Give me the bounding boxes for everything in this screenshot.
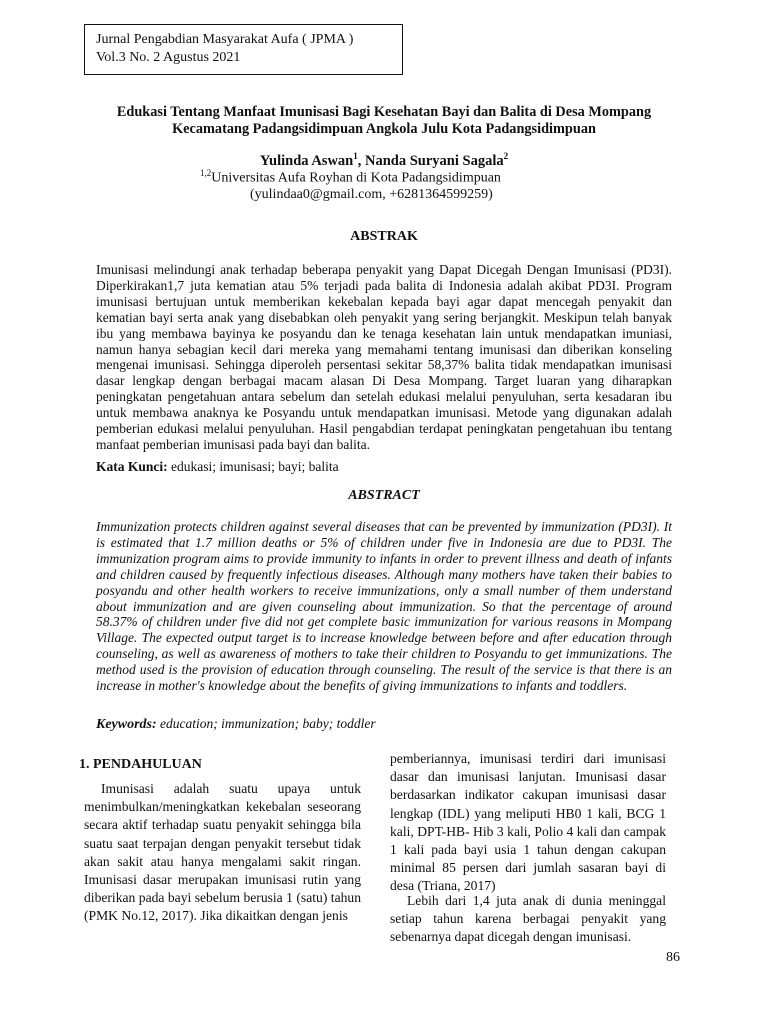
author-2-sup: 2: [503, 151, 509, 161]
intro-left-paragraph: Imunisasi adalah suatu upaya untuk menimbulkan/meningkatkan kekebalan seseorang secara aktif terhadap suatu penyakit sehingga bila suatu saat terpajan dengan penyakit tersebut tidak akan sakit atau hanya mengalami sakit ringan. Imunisasi dasar merupakan imunisasi rutin yang diberikan pada bayi sebelum berusia 1 (satu) tahun (PMK No.12, 2017). Jika dikaitkan dengan jenis: [84, 781, 361, 924]
page-number: 86: [666, 950, 680, 965]
kata-kunci-label: Kata Kunci:: [96, 459, 168, 474]
intro-right-paragraph-1: pemberiannya, imunisasi terdiri dari imunisasi dasar dan imunisasi lanjutan. Imunisasi dasar berdasarkan indikator cakupan imunisasi dasar lengkap (IDL) yang meliputi HB0 1 kali, BCG 1 kali, DPT-HB- Hib 3 kali, Polio 4 kali dan campak 1 kali pada bayi usia 1 tahun dengan cakupan minimal 85 persen dari jumlah sasaran bayi di desa (Triana, 2017): [390, 751, 666, 894]
affiliation-sup: 1,2: [200, 168, 212, 178]
section-heading-pendahuluan: 1. PENDAHULUAN: [79, 757, 202, 772]
kata-kunci-values: edukasi; imunisasi; bayi; balita: [167, 459, 339, 474]
keywords-label: Keywords:: [96, 717, 157, 732]
journal-volume: Vol.3 No. 2 Agustus 2021: [96, 50, 241, 65]
keywords: [96, 716, 376, 733]
title-line-2: Kecamatang Padangsidimpuan Angkola Julu Kota Padangsidimpuan: [172, 121, 596, 137]
kata-kunci: [96, 459, 339, 475]
author-1: Yulinda Aswan: [259, 152, 354, 169]
abstract-heading: ABSTRACT: [348, 488, 420, 503]
title-line-1: Edukasi Tentang Manfaat Imunisasi Bagi Kesehatan Bayi dan Balita di Desa Mompang: [116, 104, 652, 120]
author-separator: ,: [357, 152, 365, 169]
journal-info-box: [84, 24, 403, 75]
author-list: [0, 151, 768, 170]
author-1-sup: 1: [353, 151, 358, 161]
abstrak-heading: ABSTRAK: [350, 229, 418, 244]
contact-email: (yulindaa0@gmail.com, +6281364599259): [250, 187, 493, 202]
keywords-values: education; immunization; baby; toddler: [156, 716, 376, 731]
journal-name: Jurnal Pengabdian Masyarakat Aufa ( JPMA ): [96, 32, 354, 47]
affiliation: [200, 168, 501, 187]
author-2: Nanda Suryani Sagala: [365, 152, 504, 169]
abstract-text: Immunization protects children against several diseases that can be prevented by immunization (PD3I). It is estimated that 1.7 million deaths or 5% of children under five in Indonesia are due to PD3I. The immunization program aims to provide immunity to infants in order to prevent illness and death of infants and children caused by frequently infectious diseases. Although many mothers have taken their babies to posyandu and other health workers to receive immunizations, only a small number of them understand about immunization and are given counseling about immunization. So that the percentage of around 58.37% of children under five did not get complete basic immunization for various reasons in Mompang Village. The expected output target is to increase knowledge between before and after education through counseling, as well as awareness of mothers to take their children to Posyandu to get immunizations. The method used is the provision of education through counseling. The result of the service is that there is an increase in mother's knowledge about the benefits of giving immunizations to infants and toddlers.: [96, 519, 672, 694]
paper-title: [60, 104, 708, 138]
affiliation-text: Universitas Aufa Royhan di Kota Padangsidimpuan: [211, 170, 501, 186]
intro-right-paragraph-2: Lebih dari 1,4 juta anak di dunia meninggal setiap tahun karena berbagai penyakit yang sebenarnya dapat dicegah dengan imunisasi.: [390, 893, 666, 945]
abstrak-text: Imunisasi melindungi anak terhadap beberapa penyakit yang Dapat Dicegah Dengan Imunisasi (PD3I). Diperkirakan1,7 juta kematian atau 5% terjadi pada balita di Indonesia adalah akibat PD3I. Program imunisasi bertujuan untuk memberikan kekebalan kepada bayi agar dapat mencegah penyakit dan kematian bayi serta anak yang disebabkan oleh penyakit yang sering berjangkit. Meskipun telah banyak ibu yang membawa bayinya ke posyandu dan ke tenaga kesehatan lain untuk mendapatkan imuniasi, namun hanya sebagian kecil dari mereka yang memahami tentang imunisasi dan diberikan konseling mengenai imunisasi. Sehingga diperoleh persentasi sekitar 58,37% balita tidak mendapatkan imunisasi dasar lengkap dengan berbagai macam alasan Di Desa Mompang. Target luaran yang diharapkan peningkatan pengetahuan antara sebelum dan setelah edukasi melalui penyuluhan, serta kesadaran ibu untuk membawa anaknya ke Posyandu untuk mendapatkan imunisasi. Metode yang digunakan adalah pemberian edukasi melalui penyuluhan. Hasil pengabdian terdapat peningkatan pengetahuan ibu tentang manfaat pemberian imunisasi pada bayi dan balita.: [96, 262, 672, 452]
